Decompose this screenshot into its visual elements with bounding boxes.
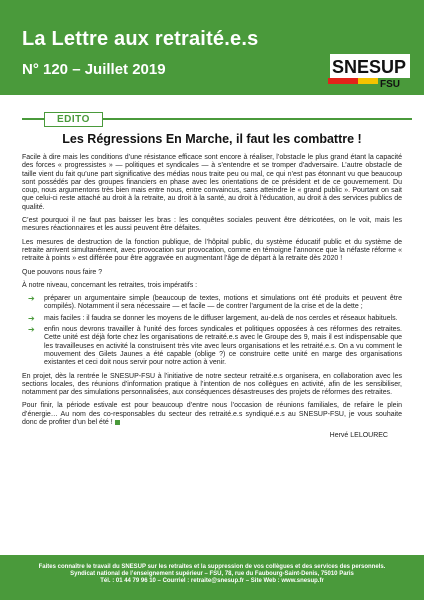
email-link[interactable]: retraite@snesup.fr xyxy=(190,578,245,585)
list-item-text: préparer un argumentaire simple (beaucoup de textes, motions et simulations ont été produits et peuvent être compilés). Notamment il sera nécessaire — et facile — de contrer l’argument de la crise et de la dette ; xyxy=(44,295,402,311)
footer-phone: Tél. : 01 44 79 96 10 – Courriel : xyxy=(100,578,190,585)
snesup-fsu-logo xyxy=(328,32,412,90)
footer-line: Faites connaître le travail du SNESUP sur les retraites et la suppression de vos collègues et des services des personnels. xyxy=(38,564,386,570)
footer xyxy=(0,555,424,600)
svg-text:FSU: FSU xyxy=(380,79,400,90)
arrow-right-icon: ➔ xyxy=(28,294,35,304)
article-headline: Les Régressions En Marche, il faut les combattre ! xyxy=(62,132,362,146)
newsletter-title: La Lettre aux retraité.e.s xyxy=(22,28,259,50)
paragraph xyxy=(22,402,402,427)
header-banner xyxy=(0,0,424,95)
arrow-right-icon: ➔ xyxy=(28,313,35,323)
paragraph: En projet, dès la rentrée le SNESUP-FSU à l’initiative de notre secteur retraité.e.s organisera, en collaboration avec les sections locales, des réunions d’information pratique à l’intention de nos collègues en activité, afin de les sensibiliser, notamment par des simulations personnalisées, aux conséquences désastreuses des projets de réformes des retraites. xyxy=(22,372,402,397)
imperatives-list xyxy=(22,295,402,367)
list-item xyxy=(22,295,402,312)
website-link[interactable]: www.snesup.fr xyxy=(281,578,324,585)
issue-number: N° 120 – Juillet 2019 xyxy=(22,61,166,78)
list-item-text: enfin nous devrons travailler à l’unité des forces syndicales et politiques opposées à ces réformes des retraites. Cette unité est déjà forte chez les organisations de retraité.e.s avec le Groupe des 9, mais il est indispensable que les travailleuses en activité la construisent très vite avec leurs organisations et les retraité.e.s. On a vu comment le mouvement des Gilets Jaunes a été capable (oblige ?) ce construire cette unité en marge des organisations existantes et ceci doit nous servir pour notre action à venir. xyxy=(44,326,402,367)
article-body xyxy=(22,154,402,441)
author-signature: Hervé LELOUREC xyxy=(329,432,388,440)
paragraph: C’est pourquoi il ne faut pas baisser les bras : les conquêtes sociales peuvent être détricotées, on le voit, mais les mesures réactionnaires et les aussi peuvent être défaites. xyxy=(22,217,402,233)
footer-address: Syndicat national de l’enseignement supérieur – FSU, 78, rue du Faubourg-Saint-Denis, 75010 Paris xyxy=(70,571,354,578)
closing-text: Pour finir, la période estivale est pour beaucoup d’entre nous l’occasion de réunions familiales, de refaire le plein d’énergie… Au nom des co-responsables du secteur des retraité.e.s syndiqué.e.s au SNESUP-FSU, je vous souhaite donc de profiter d’un bel été ! xyxy=(22,402,402,427)
svg-text:SNESUP: SNESUP xyxy=(332,57,407,77)
paragraph: Les mesures de destruction de la fonction publique, de l’hôpital public, du système éducatif public et du système de retraite arrivent simultanément, avec provocation sur provocation, comme en témoigne l’annonce que la néfaste réforme « retraite à points » est différée pour être aggravée en augmentant l’âge de départ à la retraite dès 2020 ! xyxy=(22,238,402,263)
edito-divider xyxy=(22,112,412,126)
paragraph: Facile à dire mais les conditions d’une résistance efficace sont encore à réaliser, l’obstacle le plus grand étant la capacité des forces « progressistes » — politiques et syndicales — à s’entendre et se tromper d’adversaire. L’autre obstacle de taille vient du fait qu’une part significative des médias nous traite peu ou mal, ce qui n’est pas étonnant vu que beaucoup sont possédés par des groupes financiers en phase avec les orientations de ce président et de ce gouvernement. Du coup, nous argumentons très bien mais entre nous, entre convaincus, sans atteindre le « grand public ». Pourtant on sait que celui-ci reste attaché au droit à la retraite, au droit à la santé, au droit à l’éducation, au droit à des services publics de qualité. xyxy=(22,154,402,211)
footer-web-label: – Site Web : xyxy=(245,578,280,585)
edito-tag: EDITO xyxy=(44,112,103,127)
paragraph: À notre niveau, concernant les retraites, trois impératifs : xyxy=(22,281,198,289)
arrow-right-icon: ➔ xyxy=(28,325,35,335)
paragraph: Que pouvons nous faire ? xyxy=(22,268,103,276)
list-item-text: mais faciles : il faudra se donner les moyens de le diffuser largement, au-delà de nos cercles et réseaux habituels. xyxy=(44,314,398,322)
list-item xyxy=(22,315,402,323)
footer-contact xyxy=(0,578,424,585)
end-square-icon xyxy=(115,420,120,425)
list-item xyxy=(22,326,402,367)
